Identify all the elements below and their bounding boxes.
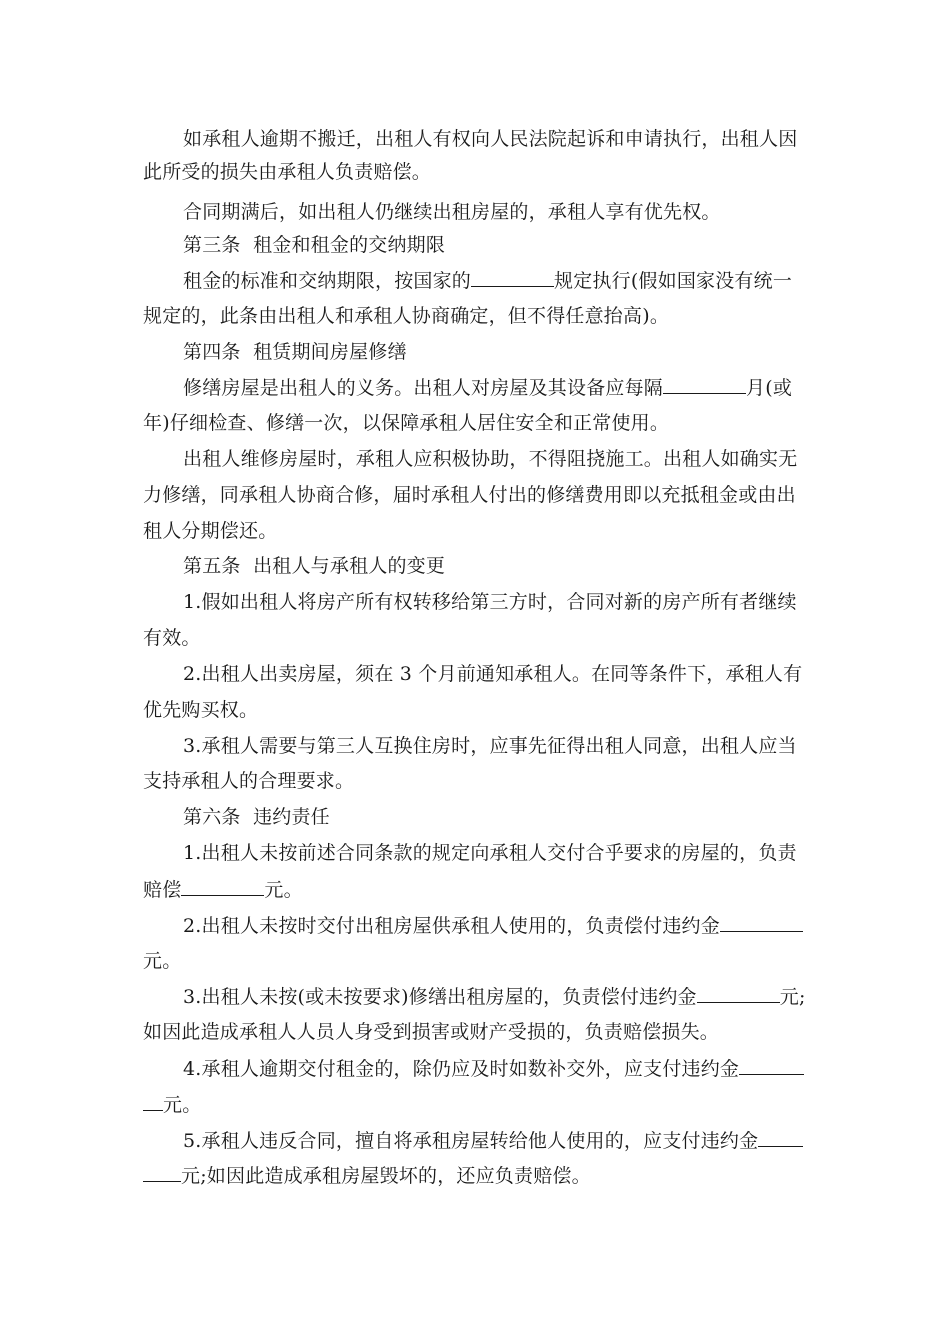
text: 第四条 租赁期间房屋修缮 bbox=[183, 341, 407, 363]
paragraph-line bbox=[183, 447, 797, 471]
text: 元; bbox=[779, 986, 806, 1008]
paragraph-line bbox=[183, 375, 792, 400]
text: 3.承租人需要与第三人互换住房时，应事先征得出租人同意，出租人应当 bbox=[183, 735, 797, 757]
article-heading bbox=[183, 340, 407, 364]
fill-in-blank bbox=[143, 1163, 181, 1182]
fill-in-blank bbox=[720, 913, 803, 932]
text: 第三条 租金和租金的交纳期限 bbox=[183, 234, 446, 256]
text: 4.承租人逾期交付租金的，除仍应及时如数补交外，应支付违约金 bbox=[183, 1058, 740, 1080]
text: 力修缮，同承租人协商合修，届时承租人付出的修缮费用即以充抵租金或由出 bbox=[143, 484, 796, 506]
text: 优先购买权。 bbox=[143, 699, 259, 721]
text: 年)仔细检查、修缮一次，以保障承租人居住安全和正常使用。 bbox=[143, 412, 670, 434]
paragraph-line bbox=[183, 841, 797, 865]
text: 月(或 bbox=[746, 377, 793, 399]
paragraph-line bbox=[143, 626, 201, 650]
text: 租金的标准和交纳期限，按国家的 bbox=[183, 270, 472, 292]
paragraph-line bbox=[143, 949, 181, 973]
paragraph-line bbox=[183, 127, 797, 151]
text: 赔偿 bbox=[143, 879, 182, 901]
text: 2.出租人出卖房屋，须在 3 个月前通知承租人。在同等条件下，承租人有 bbox=[183, 663, 803, 685]
paragraph-line bbox=[143, 519, 277, 543]
fill-in-blank bbox=[663, 375, 746, 394]
text: 租人分期偿还。 bbox=[143, 520, 278, 542]
paragraph-line bbox=[143, 877, 303, 902]
fill-in-blank bbox=[697, 984, 780, 1003]
text: 支持承租人的合理要求。 bbox=[143, 770, 355, 792]
paragraph-line bbox=[183, 1056, 804, 1081]
paragraph-line bbox=[183, 268, 792, 293]
article-heading bbox=[183, 554, 445, 578]
text: 出租人维修房屋时，承租人应积极协助，不得阻挠施工。出租人如确实无 bbox=[183, 448, 798, 470]
text: 合同期满后，如出租人仍继续出租房屋的，承租人享有优先权。 bbox=[183, 201, 721, 223]
text: 元。 bbox=[264, 879, 303, 901]
paragraph-line bbox=[143, 1092, 201, 1117]
article-heading bbox=[183, 805, 330, 829]
fill-in-blank bbox=[143, 1092, 163, 1111]
text: 修缮房屋是出租人的义务。出租人对房屋及其设备应每隔 bbox=[183, 377, 664, 399]
paragraph-line bbox=[143, 160, 431, 184]
paragraph-line bbox=[183, 662, 802, 686]
text: 有效。 bbox=[143, 627, 201, 649]
text: 第六条 违约责任 bbox=[183, 806, 330, 828]
text: 此所受的损失由承租人负责赔偿。 bbox=[143, 161, 432, 183]
text: 如因此造成承租人人员人身受到损害或财产受损的，负责赔偿损失。 bbox=[143, 1021, 720, 1043]
text: 元。 bbox=[163, 1094, 202, 1116]
fill-in-blank bbox=[739, 1056, 804, 1075]
text: 元;如因此造成承租房屋毁坏的，还应负责赔偿。 bbox=[181, 1165, 591, 1187]
text: 规定执行(假如国家没有统一 bbox=[554, 270, 793, 292]
paragraph-line bbox=[183, 984, 806, 1009]
paragraph-line bbox=[183, 913, 803, 938]
paragraph-line bbox=[183, 590, 797, 614]
paragraph-line bbox=[143, 698, 258, 722]
text: 1.出租人未按前述合同条款的规定向承租人交付合乎要求的房屋的，负责 bbox=[183, 842, 797, 864]
fill-in-blank bbox=[758, 1128, 803, 1147]
text: 规定的，此条由出租人和承租人协商确定，但不得任意抬高)。 bbox=[143, 305, 670, 327]
fill-in-blank bbox=[181, 877, 264, 896]
paragraph-line bbox=[143, 1020, 719, 1044]
paragraph-line bbox=[183, 200, 721, 224]
paragraph-line bbox=[143, 1163, 591, 1188]
paragraph-line bbox=[143, 483, 796, 507]
paragraph-line bbox=[143, 411, 669, 435]
text: 如承租人逾期不搬迁，出租人有权向人民法院起诉和申请执行，出租人因 bbox=[183, 128, 798, 150]
text: 元。 bbox=[143, 950, 182, 972]
paragraph-line bbox=[183, 1128, 803, 1153]
paragraph-line bbox=[183, 734, 797, 758]
paragraph-line bbox=[143, 769, 354, 793]
text: 第五条 出租人与承租人的变更 bbox=[183, 555, 446, 577]
fill-in-blank bbox=[471, 268, 554, 287]
article-heading bbox=[183, 233, 445, 257]
text: 5.承租人违反合同，擅自将承租房屋转给他人使用的，应支付违约金 bbox=[183, 1130, 759, 1152]
text: 1.假如出租人将房产所有权转移给第三方时，合同对新的房产所有者继续 bbox=[183, 591, 797, 613]
text: 3.出租人未按(或未按要求)修缮出租房屋的，负责偿付违约金 bbox=[183, 986, 697, 1008]
paragraph-line bbox=[143, 304, 669, 328]
text: 2.出租人未按时交付出租房屋供承租人使用的，负责偿付违约金 bbox=[183, 915, 720, 937]
